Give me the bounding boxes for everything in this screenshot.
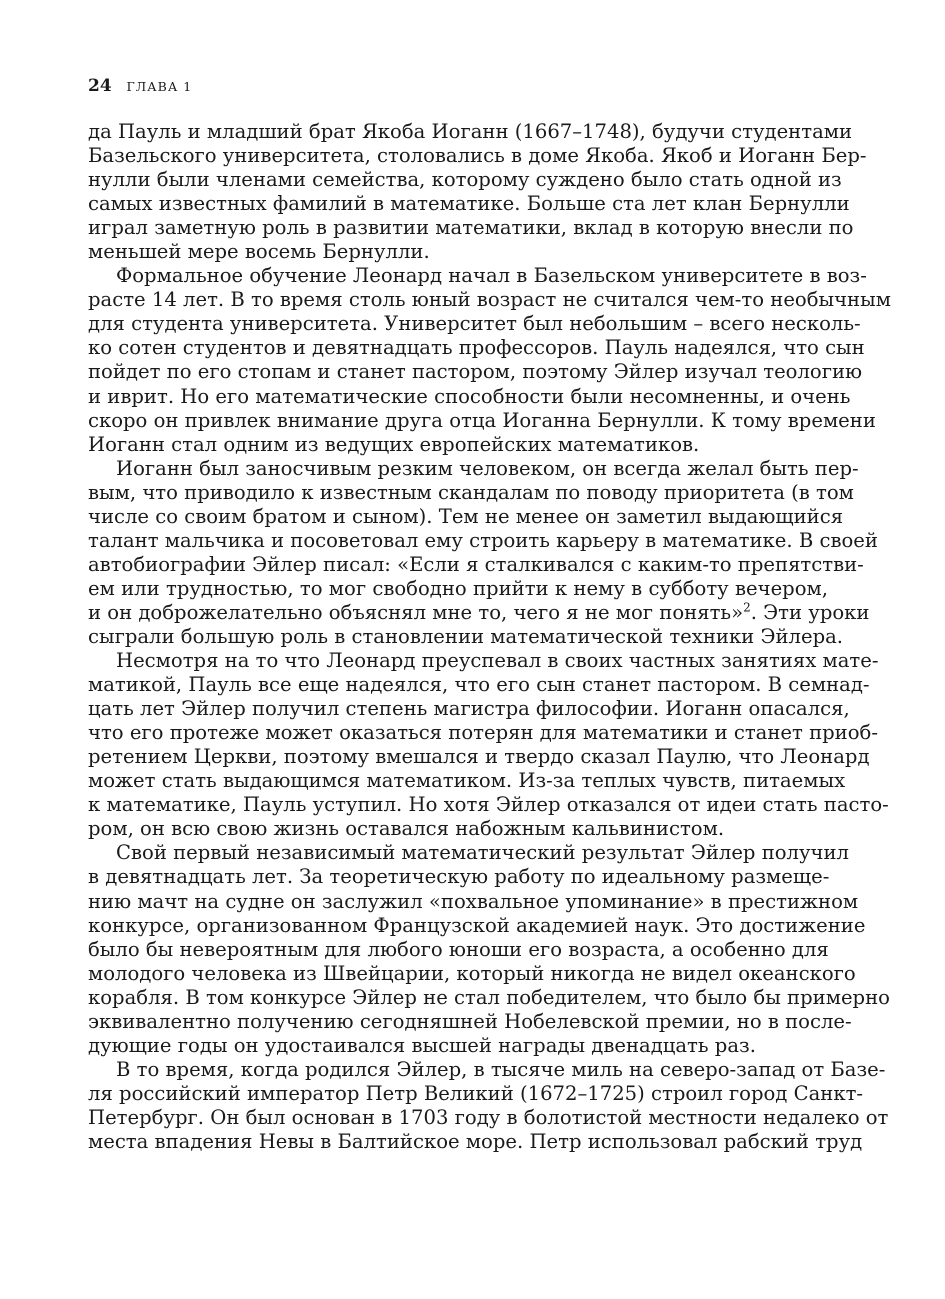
text-line: дующие годы он удостаивался высшей награды двенадцать раз. [88,1033,756,1057]
text-line: да Пауль и младший брат Якоба Иоганн (1667–1748), будучи студентами [88,120,853,143]
text-line: цать лет Эйлер получил степень магистра философии. Иоганн опасался, [88,697,850,721]
text-line: Иоганн был заносчивым резким человеком, он всегда желал быть пер- [116,456,859,480]
text-line: меньшей мере восемь Бернулли. [88,240,430,264]
text-line: Несмотря на то что Леонард преуспевал в своих частных занятиях мате- [116,649,879,673]
text-line: скоро он привлек внимание друга отца Иоганна Бернулли. К тому времени [88,408,876,432]
paragraph [88,841,890,1057]
text-fragment: . Эти уроки [750,600,870,624]
body-text [88,120,891,1154]
text-line: Петербург. Он был основан в 1703 году в болотистой местности недалеко от [88,1105,889,1129]
text-line: для студента университета. Университет был небольшим – всего несколь- [88,312,861,336]
text-line: и иврит. Но его математические способности были несомненны, и очень [88,384,851,408]
text-line: нулли были членами семейства, которому суждено было стать одной из [88,168,842,192]
book-page [88,72,891,1154]
paragraph [88,649,889,841]
text-line: Иоганн стал одним из ведущих европейских математиков. [88,432,700,456]
footnote-reference[interactable]: 2 [743,600,751,615]
running-head [88,72,828,100]
text-line-with-footnote [88,600,870,625]
text-line: к математике, Пауль уступил. Но хотя Эйлер отказался от идеи стать пасто- [88,793,889,817]
paragraph [88,456,878,649]
text-line: молодого человека из Швейцарии, который никогда не видел океанского [88,961,856,985]
text-line: матикой, Пауль все еще надеялся, что его сын станет пастором. В семнад- [88,673,870,697]
text-line: играл заметную роль в развитии математики, вклад в которую внесли по [88,216,854,240]
text-line: Базельского университета, столовались в доме Якоба. Якоб и Иоганн Бер- [88,144,867,168]
text-line: Свой первый независимый математический результат Эйлер получил [116,841,849,865]
text-line: ко сотен студентов и девятнадцать профессоров. Пауль надеялся, что сын [88,336,865,360]
paragraph [88,120,867,264]
text-line: В то время, когда родился Эйлер, в тысяче миль на северо-запад от Базе- [116,1057,886,1081]
text-line: корабля. В том конкурсе Эйлер не стал победителем, что было бы примерно [88,985,890,1009]
text-line: числе со своим братом и сыном). Тем не менее он заметил выдающийся [88,504,844,528]
text-fragment: и он доброжелательно объяснял мне то, чего я не мог понять» [88,600,744,624]
text-line: ретением Церкви, поэтому вмешался и твердо сказал Паулю, что Леонард [88,745,870,769]
text-line: может стать выдающимся математиком. Из-за теплых чувств, питаемых [88,769,846,793]
text-line: Формальное обучение Леонард начал в Базельском университете в воз- [116,264,867,288]
text-line: самых известных фамилий в математике. Больше ста лет клан Бернулли [88,192,850,216]
text-line: было бы невероятным для любого юноши его возраста, а особенно для [88,937,829,961]
chapter-label: ГЛАВА 1 [126,79,193,94]
text-line: места впадения Невы в Балтийское море. Петр использовал рабский труд [88,1129,863,1153]
text-line: конкурсе, организованном Французской академией наук. Это достижение [88,913,866,937]
text-line: пойдет по его стопам и станет пастором, поэтому Эйлер изучал теологию [88,360,863,384]
text-line: автобиографии Эйлер писал: «Если я сталкивался с каким-то препятстви- [88,552,864,576]
text-line: ром, он всю свою жизнь оставался набожным кальвинистом. [88,817,725,841]
text-line: нию мачт на судне он заслужил «похвальное упоминание» в престижном [88,889,859,913]
text-line: ем или трудностью, то мог свободно прийти к нему в субботу вечером, [88,576,828,600]
page-number: 24 [88,76,112,96]
text-line: ля российский император Петр Великий (1672–1725) строил город Санкт- [88,1081,864,1105]
text-line: сыграли большую роль в становлении математической техники Эйлера. [88,624,844,648]
text-line: вым, что приводило к известным скандалам по поводу приоритета (в том [88,480,854,504]
text-line: расте 14 лет. В то время столь юный возраст не считался чем-то необычным [88,288,891,312]
text-line: талант мальчика и посоветовал ему строить карьеру в математике. В своей [88,528,878,552]
text-line: эквивалентно получению сегодняшней Нобелевской премии, но в после- [88,1009,852,1033]
paragraph [88,1057,889,1154]
text-line: в девятнадцать лет. За теоретическую работу по идеальному размеще- [88,865,830,889]
paragraph [88,264,891,456]
text-line: что его протеже может оказаться потерян для математики и станет приоб- [88,721,878,745]
